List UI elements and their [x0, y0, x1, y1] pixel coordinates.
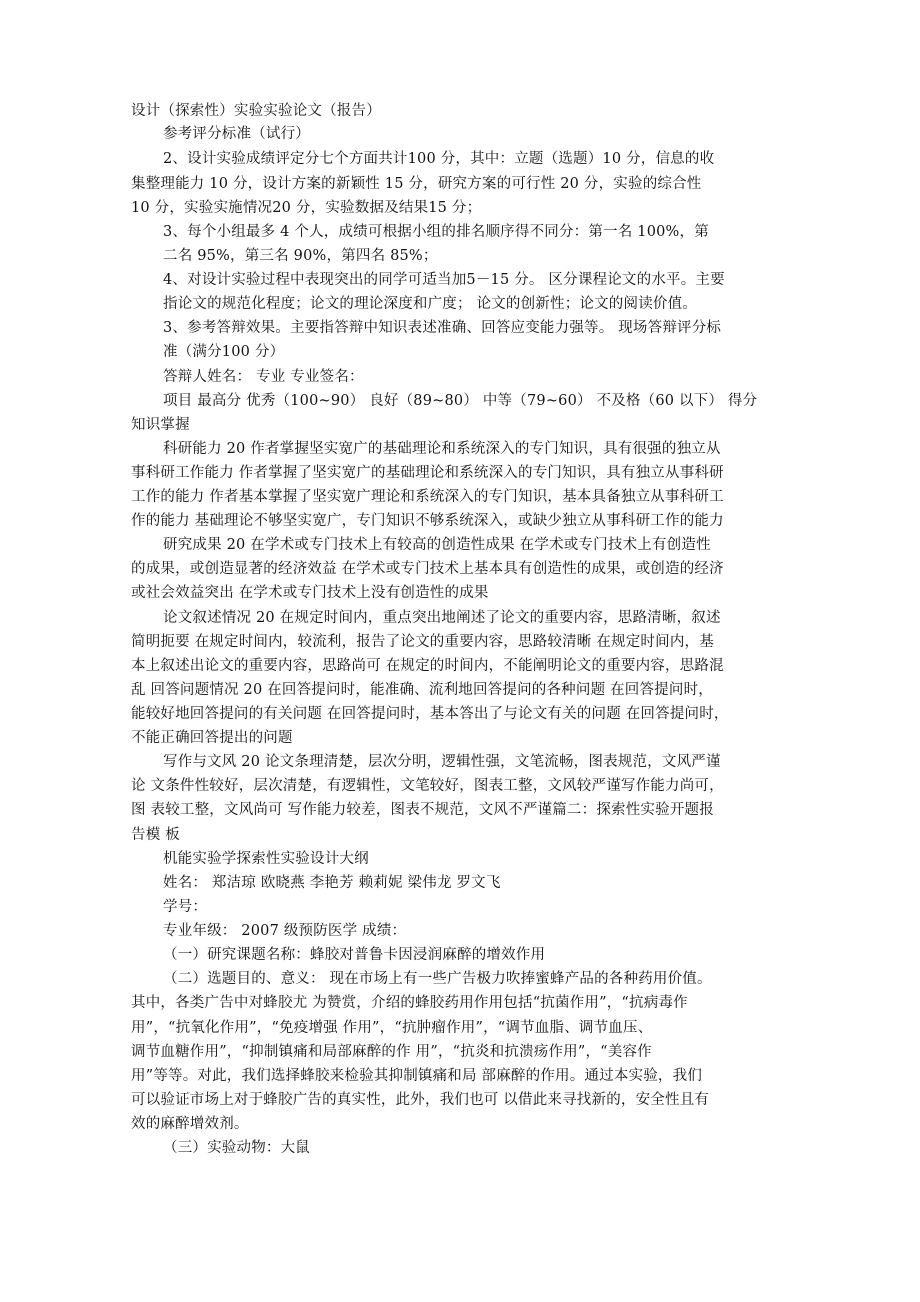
section-heading-3: （三）实验动物：大鼠	[163, 1140, 310, 1156]
major-grade-line: 专业年级： 2007 级预防医学 成绩：	[163, 923, 407, 939]
text-line: 调节血糖作用”，“抑制镇痛和局部麻醉的作 用”，“抗炎和抗溃疡作用”，“美容作	[131, 1044, 652, 1060]
text-line: 不能正确回答提出的问题	[131, 730, 293, 746]
text-line: 项目 最高分 优秀（100~90） 良好（89~80） 中等（79~60） 不及格（60 以下） 得分	[163, 393, 758, 409]
text-line: 论文叙述情况 20 在规定时间内，重点突出地阐述了论文的重要内容，思路清晰，叙述	[163, 610, 721, 626]
text-line: 用”，“抗氧化作用”，“免疫增强 作用”，“抗肿瘤作用”，“调节血脂、调节血压、	[131, 1020, 653, 1036]
text-line: 知识掌握	[131, 417, 190, 433]
text-line: 本上叙述出论文的重要内容，思路尚可 在规定的时间内，不能阐明论文的重要内容，思路混	[131, 658, 724, 674]
doc-title: 设计（探索性）实验实验论文（报告）	[131, 103, 381, 119]
text-line: 写作与文风 20 论文条理清楚，层次分明，逻辑性强，文笔流畅，图表规范，文风严谨	[163, 754, 721, 770]
text-line: 的成果，或创造显著的经济效益 在学术或专门技术上基本具有创造性的成果，或创造的经济	[131, 561, 724, 577]
text-line: 乱 回答问题情况 20 在回答提问时，能准确、流利地回答提问的各种问题 在回答提问时，	[131, 682, 713, 698]
names-line: 姓名： 郑洁琼 欧晓燕 李艳芳 赖莉妮 梁伟龙 罗文飞	[163, 875, 501, 891]
subtitle-line: 参考评分标准（试行）	[163, 126, 310, 142]
text-line: 告模 板	[131, 827, 180, 843]
text-line: 答辩人姓名： 专业 专业签名：	[163, 369, 364, 385]
text-line: 4、对设计实验过程中表现突出的同学可适当加5－15 分。 区分课程论文的水平。主要	[163, 272, 725, 288]
text-line: 论 文条件性较好，层次清楚，有逻辑性，文笔较好，图表工整，文风较严谨写作能力尚可，	[131, 778, 724, 794]
text-line: 2、设计实验成绩评定分七个方面共计100 分，其中：立题（选题）10 分，信息的收	[163, 151, 715, 167]
student-id-line: 学号：	[163, 899, 208, 915]
text-line: 工作的能力 作者基本掌握了坚实宽广理论和系统深入的专门知识，基本具备独立从事科研工	[131, 489, 724, 505]
text-line: 集整理能力 10 分，设计方案的新颖性 15 分，研究方案的可行性 20 分，实验的综合性	[131, 176, 702, 192]
text-line: 效的麻醉增效剂。	[131, 1116, 249, 1132]
text-line: 10 分，实验实施情况20 分，实验数据及结果15 分；	[131, 200, 482, 216]
text-line: 用”等等。对此，我们选择蜂胶来检验其抑制镇痛和局 部麻醉的作用。通过本实验，我们	[131, 1068, 703, 1084]
text-line: 3、参考答辩效果。主要指答辩中知识表述准确、回答应变能力强等。 现场答辩评分标	[163, 320, 722, 336]
text-line: 或社会效益突出 在学术或专门技术上没有创造性的成果	[131, 585, 489, 601]
section-heading-1: （一）研究课题名称：蜂胶对普鲁卡因浸润麻醉的增效作用	[163, 947, 546, 963]
text-line: 其中，各类广告中对蜂胶尤 为赞赏，介绍的蜂胶药用作用包括“抗菌作用”，“抗病毒作	[131, 995, 688, 1011]
text-line: 二名 95%，第三名 90%，第四名 85%；	[163, 248, 438, 264]
section-heading-2: （二）选题目的、意义： 现在市场上有一些广告极力吹捧蜜蜂产品的各种药用价值。	[163, 971, 712, 987]
section-title: 机能实验学探索性实验设计大纲	[163, 851, 369, 867]
text-line: 图 表较工整，文风尚可 写作能力较差，图表不规范，文风不严谨篇二：探索性实验开题报	[131, 802, 714, 818]
text-line: 科研能力 20 作者掌握坚实宽广的基础理论和系统深入的专门知识，具有很强的独立从	[163, 441, 721, 457]
text-line: 事科研工作能力 作者掌握了坚实宽广的基础理论和系统深入的专门知识，具有独立从事科研	[131, 465, 724, 481]
text-line: 3、每个小组最多 4 个人，成绩可根据小组的排名顺序得不同分：第一名 100%，第	[163, 224, 709, 240]
text-line: 指论文的规范化程度；论文的理论深度和广度； 论文的创新性；论文的阅读价值。	[163, 296, 698, 312]
text-line: 作的能力 基础理论不够坚实宽广，专门知识不够系统深入，或缺少独立从事科研工作的能力	[131, 513, 724, 529]
text-line: 简明扼要 在规定时间内，较流利，报告了论文的重要内容，思路较清晰 在规定时间内，基	[131, 634, 714, 650]
text-line: 研究成果 20 在学术或专门技术上有较高的创造性成果 在学术或专门技术上有创造性	[163, 537, 711, 553]
text-line: 可以验证市场上对于蜂胶广告的真实性，此外，我们也可 以借此来寻找新的，安全性且有	[131, 1092, 710, 1108]
text-line: 准（满分100 分）	[163, 344, 285, 360]
text-line: 能较好地回答提问的有关问题 在回答提问时，基本答出了与论文有关的问题 在回答提问时，	[131, 706, 729, 722]
